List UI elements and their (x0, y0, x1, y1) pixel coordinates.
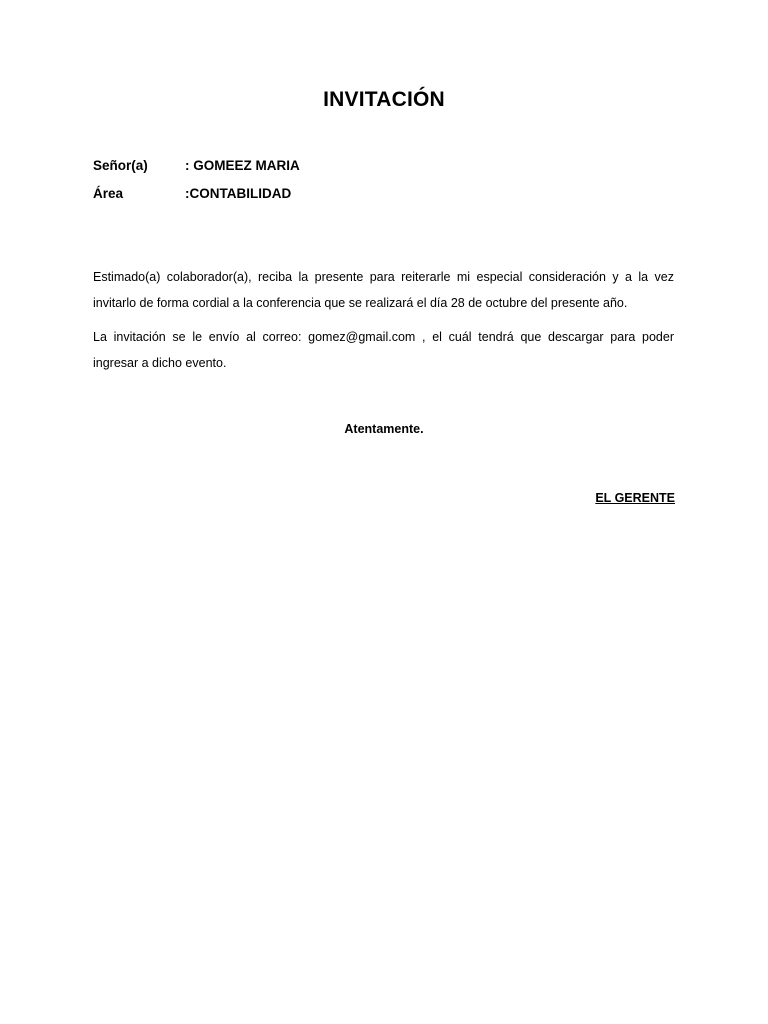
recipient-label: Señor(a) (93, 158, 148, 173)
recipient-value: : GOMEEZ MARIA (185, 158, 300, 173)
closing-text: Atentamente. (344, 422, 424, 436)
body-paragraph-2 (93, 324, 674, 376)
email-address: gomez@gmail.com (308, 330, 416, 344)
area-value: :CONTABILIDAD (185, 186, 292, 201)
page-title: INVITACIÓN (323, 88, 445, 111)
recipient-field (93, 158, 300, 173)
area-label: Área (93, 186, 124, 201)
paragraph-2-text-start: La invitación se le envío al correo: (93, 330, 309, 344)
paragraph-2-text-end: , el cuál tendrá que descargar para poder ingresar a dicho evento. (93, 330, 675, 370)
area-field (93, 186, 291, 201)
body-paragraph-1: Estimado(a) colaborador(a), reciba la presente para reiterarle mi especial consideración y a la vez invitarlo de forma cordial a la conferencia que se realizará el día 28 de octubre del presente año. (93, 270, 674, 310)
signature: EL GERENTE (595, 491, 675, 505)
